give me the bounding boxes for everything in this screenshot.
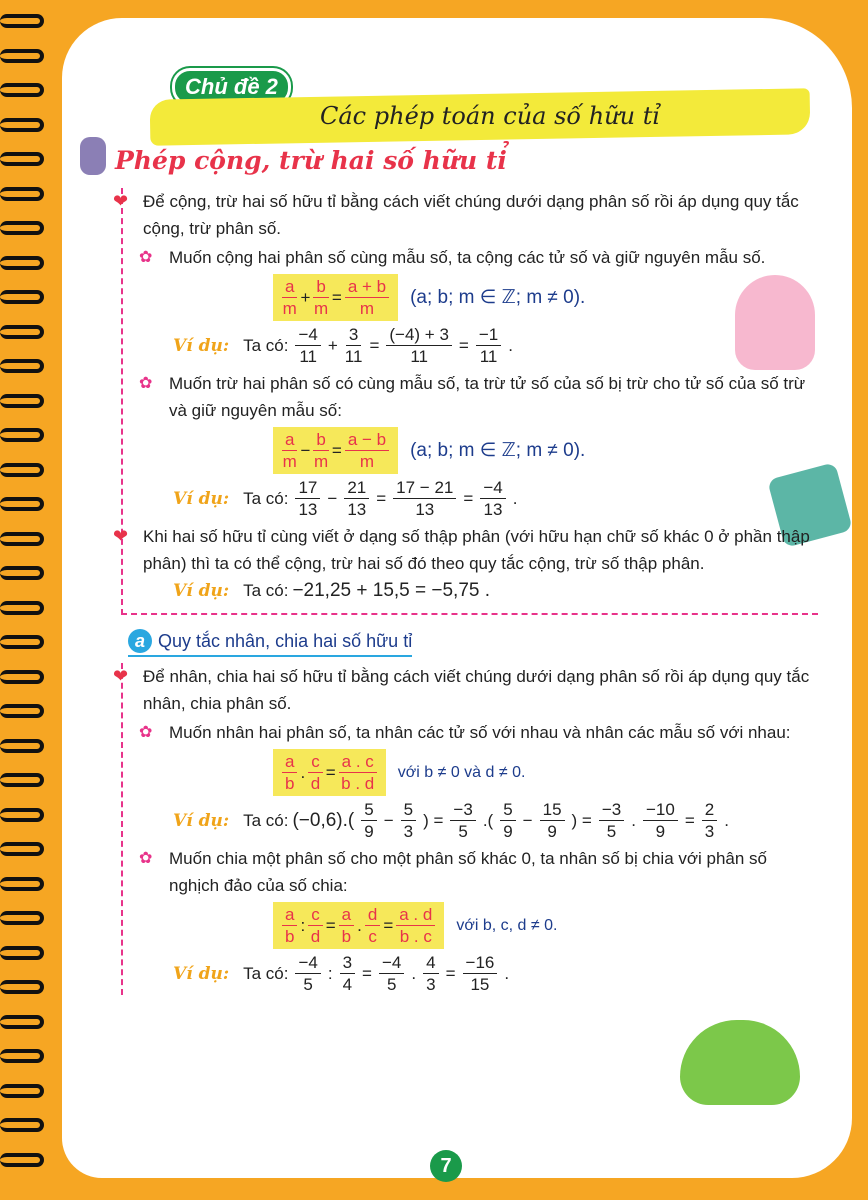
spiral-ring bbox=[0, 808, 44, 822]
spiral-ring bbox=[0, 187, 44, 201]
operator: .( bbox=[482, 810, 494, 830]
operator: = bbox=[325, 762, 336, 782]
subtraction-formula bbox=[273, 427, 818, 474]
example-division bbox=[173, 952, 818, 995]
denominator: m bbox=[282, 452, 297, 471]
spiral-ring bbox=[0, 946, 44, 960]
denominator: 5 bbox=[303, 975, 313, 994]
spiral-ring bbox=[0, 152, 44, 166]
numerator: a bbox=[339, 904, 354, 926]
example-expression: −21,25 + 15,5 = −5,75 . bbox=[292, 580, 491, 601]
numerator: 17 − 21 bbox=[393, 477, 456, 499]
fraction bbox=[401, 799, 416, 842]
denominator: 4 bbox=[342, 975, 353, 994]
flower-bullet-icon: ✿ bbox=[139, 375, 153, 392]
operator: . bbox=[512, 488, 518, 508]
spiral-ring bbox=[0, 601, 44, 615]
spiral-ring bbox=[0, 911, 44, 925]
fraction bbox=[396, 904, 435, 947]
spiral-ring bbox=[0, 221, 44, 235]
fraction bbox=[540, 799, 565, 842]
spiral-ring bbox=[0, 394, 44, 408]
operator: . bbox=[724, 810, 729, 830]
operator: = bbox=[369, 335, 380, 355]
fraction bbox=[386, 324, 452, 367]
denominator: 5 bbox=[458, 822, 468, 841]
example-label: Ví dụ: bbox=[173, 810, 230, 831]
numerator: 3 bbox=[340, 952, 355, 974]
numerator: a bbox=[282, 429, 297, 451]
example-label: Ví dụ: bbox=[173, 335, 230, 356]
fraction bbox=[345, 324, 363, 367]
fraction bbox=[295, 952, 320, 995]
formula-highlight bbox=[273, 902, 444, 949]
spiral-ring bbox=[0, 83, 44, 97]
example-addition bbox=[173, 324, 818, 367]
numerator: a bbox=[282, 276, 297, 298]
spiral-ring bbox=[0, 1015, 44, 1029]
denominator: m bbox=[359, 299, 375, 318]
denominator: 3 bbox=[704, 822, 715, 841]
numerator: d bbox=[365, 904, 380, 926]
fraction bbox=[295, 477, 320, 520]
fraction bbox=[340, 952, 355, 995]
topic-badge: Chủ đề 2 bbox=[172, 68, 291, 106]
numerator: a + b bbox=[345, 276, 389, 298]
operator: − bbox=[300, 440, 311, 460]
numerator: a . c bbox=[339, 751, 377, 773]
page-number: 7 bbox=[430, 1150, 462, 1182]
fraction bbox=[339, 751, 377, 794]
fraction bbox=[339, 904, 354, 947]
spiral-ring bbox=[0, 670, 44, 684]
rule-text: Muốn trừ hai phân số có cùng mẫu số, ta trừ tử số của số bị trừ cho tử số của số trừ và giữ nguyên mẫu số: bbox=[169, 374, 806, 420]
operator: . bbox=[631, 810, 636, 830]
denominator: 9 bbox=[547, 822, 557, 841]
denominator: 15 bbox=[470, 975, 490, 994]
operator: = bbox=[463, 488, 474, 508]
multiplication-formula bbox=[273, 749, 818, 796]
fraction bbox=[308, 751, 323, 794]
fraction bbox=[282, 276, 297, 319]
denominator: 3 bbox=[426, 975, 436, 994]
heart-bullet-icon: ❤ bbox=[113, 526, 129, 546]
spiral-ring bbox=[0, 325, 44, 339]
spiral-ring bbox=[0, 428, 44, 442]
operator: = bbox=[376, 488, 387, 508]
operator: = bbox=[331, 287, 342, 307]
paragraph: Để nhân, chia hai số hữu tỉ bằng cách viết chúng dưới dạng phân số rồi áp dụng quy tắc nhân, chia phân số. bbox=[143, 667, 810, 713]
rule-text: Muốn nhân hai phân số, ta nhân các tử số với nhau và nhân các mẫu số với nhau: bbox=[169, 723, 791, 742]
numerator: 5 bbox=[401, 799, 416, 821]
fraction bbox=[423, 952, 438, 995]
operator: ) = bbox=[571, 810, 592, 830]
numerator: −16 bbox=[463, 952, 498, 974]
subsection-heading bbox=[128, 629, 412, 657]
example-multiplication bbox=[173, 799, 818, 842]
numerator: 17 bbox=[295, 477, 320, 499]
numerator: a bbox=[282, 904, 297, 926]
addition-formula bbox=[273, 274, 818, 321]
flower-bullet-icon: ✿ bbox=[139, 850, 153, 867]
operator: . bbox=[357, 915, 362, 935]
fraction bbox=[344, 477, 369, 520]
fraction bbox=[450, 799, 475, 842]
subsection-badge: a bbox=[128, 629, 152, 653]
formula-highlight bbox=[273, 274, 398, 321]
section-heading: Phép cộng, trừ hai số hữu tỉ bbox=[115, 146, 507, 175]
example-subtraction bbox=[173, 477, 818, 520]
section-multiplication-division bbox=[113, 663, 818, 995]
spiral-ring bbox=[0, 14, 44, 28]
numerator: 2 bbox=[702, 799, 717, 821]
denominator: 13 bbox=[483, 500, 503, 519]
denominator: b bbox=[285, 927, 295, 946]
operator: + bbox=[327, 335, 338, 355]
paragraph: Để cộng, trừ hai số hữu tỉ bằng cách viết chúng dưới dạng phân số rồi áp dụng quy tắc cộng, trừ phân số. bbox=[143, 192, 799, 238]
fraction bbox=[282, 904, 297, 947]
content bbox=[108, 186, 818, 998]
denominator: 5 bbox=[386, 975, 397, 994]
denominator: 9 bbox=[503, 822, 513, 841]
heart-bullet-icon: ❤ bbox=[113, 666, 129, 686]
fraction bbox=[393, 477, 456, 520]
operator: + bbox=[300, 287, 311, 307]
denominator: c bbox=[368, 927, 377, 946]
spiral-ring bbox=[0, 1118, 44, 1132]
numerator: a − b bbox=[345, 429, 389, 451]
numerator: 21 bbox=[344, 477, 369, 499]
flower-bullet-icon: ✿ bbox=[139, 249, 153, 266]
fraction bbox=[295, 324, 320, 367]
numerator: a . d bbox=[396, 904, 435, 926]
denominator: b . d bbox=[341, 774, 375, 793]
numerator: a bbox=[282, 751, 297, 773]
numerator: −4 bbox=[379, 952, 404, 974]
operator: . bbox=[504, 963, 510, 983]
spiral-ring bbox=[0, 980, 44, 994]
fraction bbox=[313, 429, 328, 472]
denominator: 13 bbox=[347, 500, 367, 519]
subsection-title: Quy tắc nhân, chia hai số hữu tỉ bbox=[158, 630, 413, 651]
example-lead: Ta có: bbox=[243, 963, 289, 983]
numerator: −1 bbox=[476, 324, 501, 346]
numerator: b bbox=[313, 429, 328, 451]
example-lead: Ta có: bbox=[243, 488, 289, 508]
spiral-ring bbox=[0, 497, 44, 511]
operator: = bbox=[445, 963, 456, 983]
numerator: 3 bbox=[346, 324, 361, 346]
expression-prefix: (−0,6).( bbox=[292, 809, 355, 831]
spiral-ring bbox=[0, 566, 44, 580]
fraction bbox=[702, 799, 717, 842]
denominator: m bbox=[314, 299, 329, 318]
denominator: m bbox=[282, 299, 297, 318]
example-label: Ví dụ: bbox=[173, 488, 230, 509]
denominator: 13 bbox=[415, 500, 435, 519]
fraction bbox=[282, 751, 297, 794]
numerator: −3 bbox=[450, 799, 475, 821]
denominator: b bbox=[341, 927, 352, 946]
fraction bbox=[282, 429, 297, 472]
rule-text: Muốn cộng hai phân số cùng mẫu số, ta cộng các tử số và giữ nguyên mẫu số. bbox=[169, 248, 766, 267]
numerator: 4 bbox=[423, 952, 438, 974]
spiral-ring bbox=[0, 1084, 44, 1098]
denominator: m bbox=[359, 452, 375, 471]
operator: = bbox=[684, 810, 695, 830]
spiral-ring bbox=[0, 842, 44, 856]
denominator: 11 bbox=[410, 347, 428, 366]
example-lead: Ta có: bbox=[243, 810, 289, 830]
flower-bullet-icon: ✿ bbox=[139, 724, 153, 741]
spiral-ring bbox=[0, 877, 44, 891]
mascot-icon bbox=[80, 137, 106, 175]
operator: : bbox=[300, 915, 306, 935]
fraction bbox=[480, 477, 505, 520]
operator: − bbox=[522, 810, 533, 830]
numerator: 15 bbox=[540, 799, 565, 821]
formula-condition: với b, c, d ≠ 0. bbox=[456, 916, 558, 934]
numerator: −4 bbox=[480, 477, 505, 499]
heart-bullet-icon: ❤ bbox=[113, 191, 129, 211]
spiral-ring bbox=[0, 773, 44, 787]
operator: = bbox=[458, 335, 469, 355]
example-decimal bbox=[173, 580, 818, 602]
operator: . bbox=[411, 963, 417, 983]
numerator: b bbox=[313, 276, 328, 298]
fraction bbox=[476, 324, 501, 367]
denominator: b . c bbox=[399, 927, 432, 946]
fraction bbox=[463, 952, 498, 995]
spiral-ring bbox=[0, 463, 44, 477]
numerator: −4 bbox=[295, 952, 320, 974]
numerator: −4 bbox=[295, 324, 320, 346]
example-label: Ví dụ: bbox=[173, 581, 230, 601]
denominator: b bbox=[285, 774, 295, 793]
fraction bbox=[365, 904, 380, 947]
operator: = bbox=[362, 963, 372, 983]
spiral-ring bbox=[0, 359, 44, 373]
denominator: m bbox=[314, 452, 329, 471]
operator: . bbox=[300, 762, 306, 782]
numerator: −10 bbox=[643, 799, 678, 821]
paragraph: Khi hai số hữu tỉ cùng viết ở dạng số thập phân (với hữu hạn chữ số khác 0 ở phần thập phân) thì ta có thể cộng, trừ hai số đó theo quy tắc cộng, trừ số thập phân. bbox=[143, 527, 810, 573]
example-lead: Ta có: bbox=[243, 335, 289, 355]
spiral-ring bbox=[0, 635, 44, 649]
denominator: d bbox=[310, 774, 321, 793]
denominator: 9 bbox=[364, 822, 374, 841]
spiral-ring bbox=[0, 739, 44, 753]
fraction bbox=[500, 799, 515, 842]
operator: − bbox=[327, 488, 338, 508]
formula-condition: (a; b; m ∈ ℤ; m ≠ 0). bbox=[410, 287, 586, 308]
spiral-ring bbox=[0, 256, 44, 270]
fraction bbox=[643, 799, 678, 842]
operator: = bbox=[331, 440, 342, 460]
example-label: Ví dụ: bbox=[173, 963, 230, 984]
division-formula bbox=[273, 902, 818, 949]
operator: ) = bbox=[423, 810, 444, 830]
denominator: 9 bbox=[655, 822, 666, 841]
denominator: 13 bbox=[298, 500, 318, 519]
fraction bbox=[345, 276, 389, 319]
rule-text: Muốn chia một phân số cho một phân số khác 0, ta nhân số bị chia với phân số nghịch đảo của số chia: bbox=[169, 849, 768, 895]
denominator: 5 bbox=[606, 822, 617, 841]
fraction bbox=[599, 799, 624, 842]
spiral-ring bbox=[0, 290, 44, 304]
operator: − bbox=[383, 810, 394, 830]
numerator: 5 bbox=[361, 799, 376, 821]
spiral-ring bbox=[0, 1153, 44, 1167]
numerator: −3 bbox=[599, 799, 624, 821]
operator: = bbox=[325, 915, 336, 935]
fraction bbox=[313, 276, 328, 319]
spiral-ring bbox=[0, 49, 44, 63]
denominator: 11 bbox=[344, 347, 363, 366]
formula-highlight bbox=[273, 427, 398, 474]
operator: : bbox=[327, 963, 333, 983]
spiral-ring bbox=[0, 704, 44, 718]
fraction bbox=[361, 799, 376, 842]
numerator: (−4) + 3 bbox=[386, 324, 452, 346]
numerator: c bbox=[308, 904, 323, 926]
fraction bbox=[379, 952, 404, 995]
example-lead: Ta có: bbox=[243, 581, 289, 600]
fraction bbox=[345, 429, 389, 472]
denominator: 11 bbox=[479, 347, 498, 366]
numerator: c bbox=[308, 751, 323, 773]
denominator: d bbox=[310, 927, 321, 946]
operator: . bbox=[508, 335, 513, 355]
formula-condition: (a; b; m ∈ ℤ; m ≠ 0). bbox=[410, 440, 586, 461]
denominator: 3 bbox=[403, 822, 414, 841]
page-title: Các phép toán của số hữu tỉ bbox=[320, 102, 661, 130]
denominator: 11 bbox=[299, 347, 317, 366]
section-addition-subtraction bbox=[113, 188, 818, 615]
fraction bbox=[308, 904, 323, 947]
operator: = bbox=[383, 915, 394, 935]
formula-highlight bbox=[273, 749, 386, 796]
formula-condition: với b ≠ 0 và d ≠ 0. bbox=[397, 763, 526, 781]
spiral-ring bbox=[0, 118, 44, 132]
numerator: 5 bbox=[500, 799, 515, 821]
spiral-ring bbox=[0, 1049, 44, 1063]
spiral-ring bbox=[0, 532, 44, 546]
